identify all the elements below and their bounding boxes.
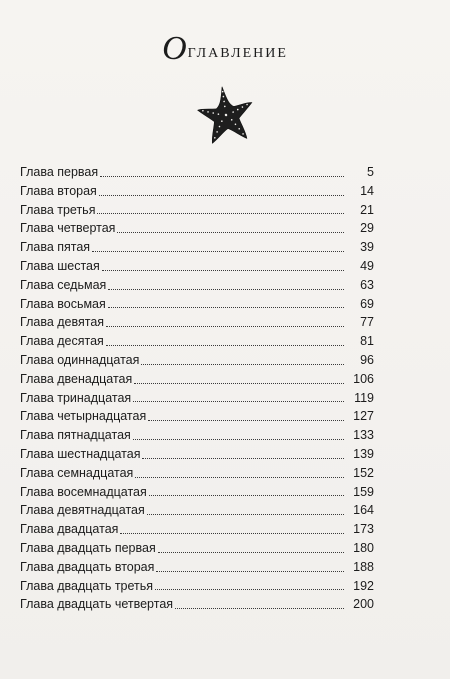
- dot-leader: [99, 195, 344, 196]
- toc-entry-page: 49: [360, 258, 374, 273]
- toc-entry-title: Глава восьмая: [20, 296, 106, 311]
- dot-leader: [108, 289, 344, 290]
- dot-leader: [142, 458, 344, 459]
- dot-leader: [141, 364, 344, 365]
- toc-entry-page: 21: [360, 202, 374, 217]
- toc-entry-page: 133: [353, 428, 374, 443]
- dot-leader: [133, 401, 344, 402]
- toc-entry: [20, 219, 374, 238]
- toc-entry-page: 188: [353, 559, 374, 574]
- toc-entry: [20, 257, 374, 276]
- toc-entry: [20, 370, 374, 389]
- toc-entry-page: 180: [353, 540, 374, 555]
- toc-entry-title: Глава пятнадцатая: [20, 428, 131, 443]
- toc-entry: [20, 238, 374, 257]
- toc-entry-page: 14: [360, 183, 374, 198]
- toc-entry-page: 39: [360, 240, 374, 255]
- toc-entry: [20, 295, 374, 314]
- toc-entry-title: Глава девятнадцатая: [20, 503, 145, 518]
- toc-entry: [20, 276, 374, 295]
- toc-entry-page: 5: [367, 165, 374, 179]
- toc-entry-title: Глава восемнадцатая: [20, 484, 147, 499]
- dot-leader: [155, 589, 344, 590]
- toc-entry: [20, 313, 374, 332]
- dot-leader: [133, 439, 344, 440]
- toc-entry: [20, 163, 374, 182]
- toc-entry-title: Глава пятая: [20, 240, 91, 255]
- toc-entry-page: 192: [353, 578, 374, 593]
- toc-entry-title: Глава тринадцатая: [20, 390, 132, 405]
- toc-entry-title: Глава десятая: [20, 334, 104, 349]
- toc-entry: [20, 558, 374, 577]
- dot-leader: [100, 176, 344, 177]
- toc-entry-title: Глава двадцатая: [20, 522, 119, 537]
- toc-entry: [20, 201, 374, 220]
- toc-entry-page: 139: [353, 446, 374, 461]
- toc-entry: [20, 483, 374, 502]
- toc-entry-page: 159: [353, 484, 374, 499]
- toc-entry: [20, 407, 374, 426]
- toc-entry-title: Глава четырнадцатая: [20, 409, 147, 424]
- toc-entry-title: Глава шестая: [20, 258, 100, 273]
- toc-entry: [20, 501, 374, 520]
- table-of-contents: [20, 163, 374, 614]
- toc-entry: [20, 520, 374, 539]
- toc-entry-title: Глава вторая: [20, 183, 97, 198]
- toc-entry: [20, 445, 374, 464]
- toc-entry: [20, 182, 374, 201]
- toc-entry-title: Глава шестнадцатая: [20, 446, 141, 461]
- toc-entry-page: 106: [353, 371, 374, 386]
- toc-entry-page: 96: [360, 352, 374, 367]
- dot-leader: [108, 307, 344, 308]
- title-initial: О: [162, 30, 188, 67]
- toc-entry-title: Глава четвертая: [20, 221, 116, 236]
- dot-leader: [92, 251, 344, 252]
- toc-entry-title: Глава двадцать первая: [20, 540, 156, 555]
- toc-entry-page: 29: [360, 221, 374, 236]
- dot-leader: [135, 477, 344, 478]
- toc-entry-title: Глава девятая: [20, 315, 105, 330]
- toc-entry: [20, 351, 374, 370]
- title-rest: главление: [187, 40, 288, 62]
- toc-entry-title: Глава седьмая: [20, 277, 107, 292]
- starfish-icon: [195, 84, 257, 146]
- toc-entry: [20, 464, 374, 483]
- toc-entry-page: 127: [353, 409, 374, 424]
- dot-leader: [175, 608, 344, 609]
- toc-entry: [20, 539, 374, 558]
- toc-entry-title: Глава первая: [20, 165, 99, 179]
- dot-leader: [149, 495, 344, 496]
- toc-entry-page: 164: [353, 503, 374, 518]
- dot-leader: [106, 345, 344, 346]
- toc-entry: [20, 426, 374, 445]
- dot-leader: [156, 571, 344, 572]
- toc-entry-title: Глава двадцать четвертая: [20, 597, 174, 612]
- dot-leader: [117, 232, 344, 233]
- toc-entry-page: 119: [354, 390, 374, 405]
- toc-entry: [20, 577, 374, 596]
- toc-entry: [20, 595, 374, 614]
- toc-entry-page: 152: [353, 465, 374, 480]
- dot-leader: [134, 383, 344, 384]
- toc-entry: [20, 332, 374, 351]
- toc-entry-title: Глава третья: [20, 202, 96, 217]
- toc-entry-page: 77: [360, 315, 374, 330]
- toc-entry-title: Глава двадцать третья: [20, 578, 154, 593]
- dot-leader: [106, 326, 344, 327]
- toc-entry-title: Глава двадцать вторая: [20, 559, 155, 574]
- dot-leader: [147, 514, 344, 515]
- toc-entry: [20, 389, 374, 408]
- dot-leader: [148, 420, 344, 421]
- toc-entry-title: Глава семнадцатая: [20, 465, 134, 480]
- toc-entry-title: Глава одиннадцатая: [20, 352, 140, 367]
- toc-entry-page: 173: [353, 522, 374, 537]
- toc-entry-page: 200: [353, 597, 374, 612]
- toc-entry-page: 69: [360, 296, 374, 311]
- dot-leader: [158, 552, 344, 553]
- dot-leader: [97, 213, 344, 214]
- toc-entry-page: 81: [360, 334, 374, 349]
- dot-leader: [102, 270, 344, 271]
- toc-entry-title: Глава двенадцатая: [20, 371, 133, 386]
- dot-leader: [120, 533, 344, 534]
- page-title: [0, 30, 450, 68]
- toc-entry-page: 63: [360, 277, 374, 292]
